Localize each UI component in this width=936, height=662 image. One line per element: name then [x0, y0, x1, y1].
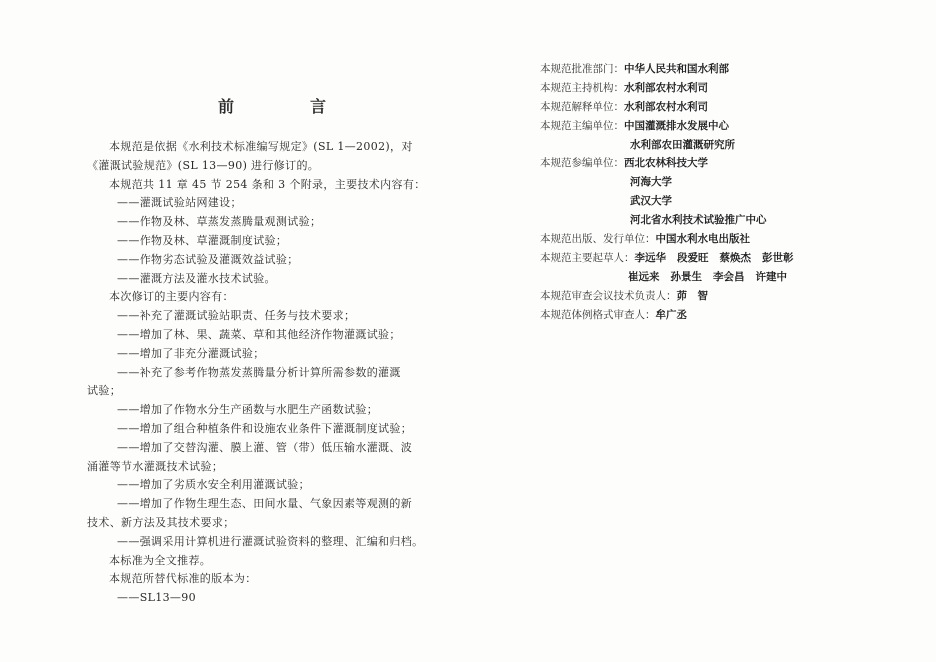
list-item-continuation: 技术、新方法及其技术要求； [87, 515, 235, 529]
co-editor-row-3 [540, 192, 840, 211]
drafter-name: 彭世彰 [762, 251, 794, 264]
co-editor-value-4: 河北省水利技术试验推广中心 [630, 214, 767, 227]
co-editor-row-2 [540, 173, 840, 192]
reviewer-label: 本规范审查会议技术负责人： [540, 289, 677, 302]
publisher-label: 本规范出版、发行单位： [540, 233, 656, 246]
drafters-label: 本规范主要起草人： [540, 251, 635, 264]
co-editor-row [540, 154, 840, 173]
list-item: ——灌溉试验站网建设； [117, 196, 242, 210]
interpreter-label: 本规范解释单位： [540, 100, 624, 113]
list-item: ——增加了劣质水安全利用灌溉试验； [117, 478, 310, 492]
drafter-name: 李远华 [634, 251, 666, 264]
list-item: ——作物劣态试验及灌溉效益试验； [117, 252, 299, 266]
co-editor-row-4 [540, 211, 840, 230]
drafter-name: 李会昌 [713, 270, 745, 283]
co-editor-value-3: 武汉大学 [630, 195, 672, 208]
credits-block [540, 60, 840, 324]
list-item: ——增加了交替沟灌、膜上灌、管（带）低压输水灌溉、波 [117, 440, 413, 454]
list-item: ——灌溉方法及灌水技术试验。 [117, 271, 276, 285]
page-title [218, 94, 328, 117]
drafter-name: 段爱旺 [677, 251, 709, 264]
publisher-value: 中国水利水电出版社 [655, 233, 750, 246]
title-char-2: 言 [309, 97, 328, 116]
co-editor-value-2: 河海大学 [630, 176, 672, 189]
list-item: ——作物及林、草蒸发蒸腾量观测试验； [117, 215, 322, 229]
paragraph-line: 《灌溉试验规范》(SL 13—90) 进行修订的。 [87, 158, 320, 172]
list-item: ——增加了非充分灌溉试验； [117, 346, 265, 360]
paragraph-line: 本标准为全文推荐。 [109, 553, 212, 567]
list-item: ——增加了林、果、蔬菜、草和其他经济作物灌溉试验； [117, 327, 401, 341]
format-reviewer-value: 牟广丞 [655, 308, 687, 321]
approver-value: 中华人民共和国水利部 [624, 63, 729, 75]
paragraph-line: 本次修订的主要内容有： [109, 290, 234, 304]
reviewer-value: 茆 智 [676, 289, 708, 302]
drafters-row-2 [540, 268, 840, 287]
list-item: ——补充了灌溉试验站职责、任务与技术要求； [117, 309, 356, 323]
chief-editor-label: 本规范主编单位： [540, 119, 624, 132]
paragraph-line: 本规范是依据《水利技术标准编写规定》(SL 1—2002)，对 [109, 140, 413, 153]
list-item: ——增加了作物水分生产函数与水肥生产函数试验； [117, 403, 379, 417]
chief-editor-value-2: 水利部农田灌溉研究所 [630, 138, 735, 151]
host-row [540, 79, 840, 98]
interpreter-value: 水利部农村水利司 [624, 100, 708, 113]
list-item-continuation: 涌灌等节水灌溉技术试验； [87, 459, 224, 473]
drafters-row [540, 249, 840, 268]
co-editor-value: 西北农林科技大学 [624, 157, 708, 170]
approver-label: 本规范批准部门： [540, 63, 624, 75]
drafter-name: 崔远来 [628, 270, 660, 283]
list-item: ——作物及林、草灌溉制度试验； [117, 233, 288, 247]
chief-editor-row-2 [540, 136, 840, 155]
reviewer-row [540, 287, 840, 306]
list-item: ——增加了组合种植条件和设施农业条件下灌溉制度试验； [117, 421, 413, 435]
interpreter-row [540, 98, 840, 117]
format-reviewer-label: 本规范体例格式审查人： [540, 308, 656, 321]
chief-editor-row [540, 117, 840, 136]
paragraph-line: 本规范共 11 章 45 节 254 条和 3 个附录，主要技术内容有： [109, 177, 426, 191]
format-reviewer-row [540, 306, 840, 325]
host-label: 本规范主持机构： [540, 81, 624, 94]
host-value: 水利部农村水利司 [624, 81, 708, 94]
approver-row [540, 60, 840, 79]
drafter-name: 孙景生 [670, 270, 702, 283]
list-item-continuation: 试验； [87, 384, 122, 398]
chief-editor-value: 中国灌溉排水发展中心 [624, 119, 729, 132]
list-item: ——增加了作物生理生态、田间水量、气象因素等观测的新 [117, 497, 413, 511]
title-char-1: 前 [218, 97, 237, 116]
foreword-body [87, 138, 432, 608]
paragraph-line: 本规范所替代标准的版本为： [109, 572, 257, 586]
publisher-row [540, 230, 840, 249]
list-item: ——补充了参考作物蒸发蒸腾量分析计算所需参数的灌溉 [117, 365, 401, 379]
list-item: ——SL13—90 [117, 591, 196, 605]
drafter-name: 蔡焕杰 [719, 251, 751, 264]
list-item: ——强调采用计算机进行灌溉试验资料的整理、汇编和归档。 [117, 534, 424, 548]
drafter-name: 许建中 [755, 270, 787, 283]
co-editor-label: 本规范参编单位： [540, 157, 624, 170]
